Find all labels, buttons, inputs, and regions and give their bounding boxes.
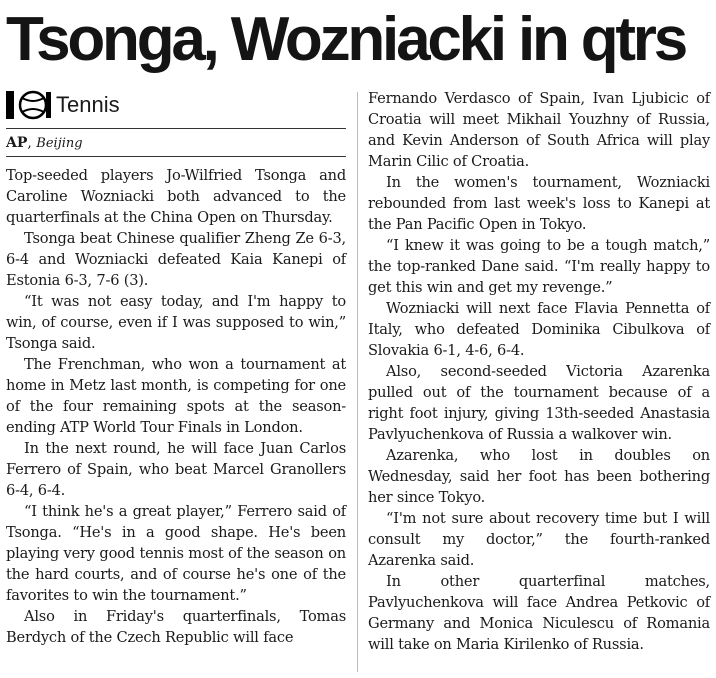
- paragraph: “It was not easy today, and I'm happy to win, of course, even if I was supposed to win,” Tsonga said.: [6, 293, 346, 352]
- tennis-ball-icon: [16, 90, 52, 120]
- right-column-text: [368, 88, 710, 655]
- section-bar: [6, 91, 14, 119]
- paragraph: Azarenka, who lost in doubles on Wednesday, said her foot has been bothering her since Tokyo.: [368, 447, 710, 506]
- paragraph: “I knew it was going to be a tough match,” the top-ranked Dane said. “I'm really happy to get this win and get my revenge.”: [368, 237, 710, 296]
- paragraph: Wozniacki will next face Flavia Pennetta of Italy, who defeated Dominika Cibulkova of Slovakia 6-1, 4-6, 6-4.: [368, 300, 710, 359]
- section-header: [6, 88, 346, 122]
- dateline: AP, Beijing: [6, 135, 83, 151]
- paragraph: Also, second-seeded Victoria Azarenka pulled out of the tournament because of a right foot injury, giving 13th-seeded Anastasia Pavlyuchenkova of Russia a walkover win.: [368, 363, 710, 443]
- headline: Tsonga, Wozniacki in qtrs: [6, 5, 686, 74]
- paragraph: In the women's tournament, Wozniacki rebounded from last week's loss to Kanepi at the Pan Pacific Open in Tokyo.: [368, 174, 710, 233]
- paragraph: Top-seeded players Jo-Wilfried Tsonga and Caroline Wozniacki both advanced to the quarterfinals at the China Open on Thursday.: [6, 167, 346, 226]
- paragraph: Tsonga beat Chinese qualifier Zheng Ze 6-3, 6-4 and Wozniacki defeated Kaia Kanepi of Estonia 6-3, 7-6 (3).: [6, 230, 346, 289]
- paragraph: Fernando Verdasco of Spain, Ivan Ljubicic of Croatia will meet Mikhail Youzhny of Russia, and Kevin Anderson of South Africa will play Marin Cilic of Croatia.: [368, 90, 710, 170]
- paragraph: “I'm not sure about recovery time but I will consult my doctor,” the fourth-ranked Azarenka said.: [368, 510, 710, 569]
- paragraph: In other quarterfinal matches, Pavlyuchenkova will face Andrea Petkovic of Germany and Monica Niculescu of Romania will take on Maria Kirilenko of Russia.: [368, 573, 710, 653]
- column-divider: [357, 92, 358, 672]
- left-column: [6, 86, 346, 648]
- section-rule: [6, 128, 346, 129]
- left-column-text: [6, 165, 346, 648]
- paragraph: The Frenchman, who won a tournament at home in Metz last month, is competing for one of the four remaining spots at the season-ending ATP World Tour Finals in London.: [6, 356, 346, 436]
- right-column: [368, 88, 710, 655]
- dateline-rule: [6, 156, 346, 157]
- paragraph: “I think he's a great player,” Ferrero said of Tsonga. “He's in a good shape. He's been playing very good tennis most of the season on the hard courts, and of course he's one of the favorites to win the tournament.”: [6, 503, 346, 604]
- section-label: Tennis: [56, 92, 120, 117]
- dateline-agency: AP: [6, 135, 28, 151]
- dateline-city: Beijing: [36, 136, 83, 151]
- paragraph: In the next round, he will face Juan Carlos Ferrero of Spain, who beat Marcel Granollers 6-4, 6-4.: [6, 440, 346, 499]
- paragraph: Also in Friday's quarterfinals, Tomas Berdych of the Czech Republic will face: [6, 608, 346, 646]
